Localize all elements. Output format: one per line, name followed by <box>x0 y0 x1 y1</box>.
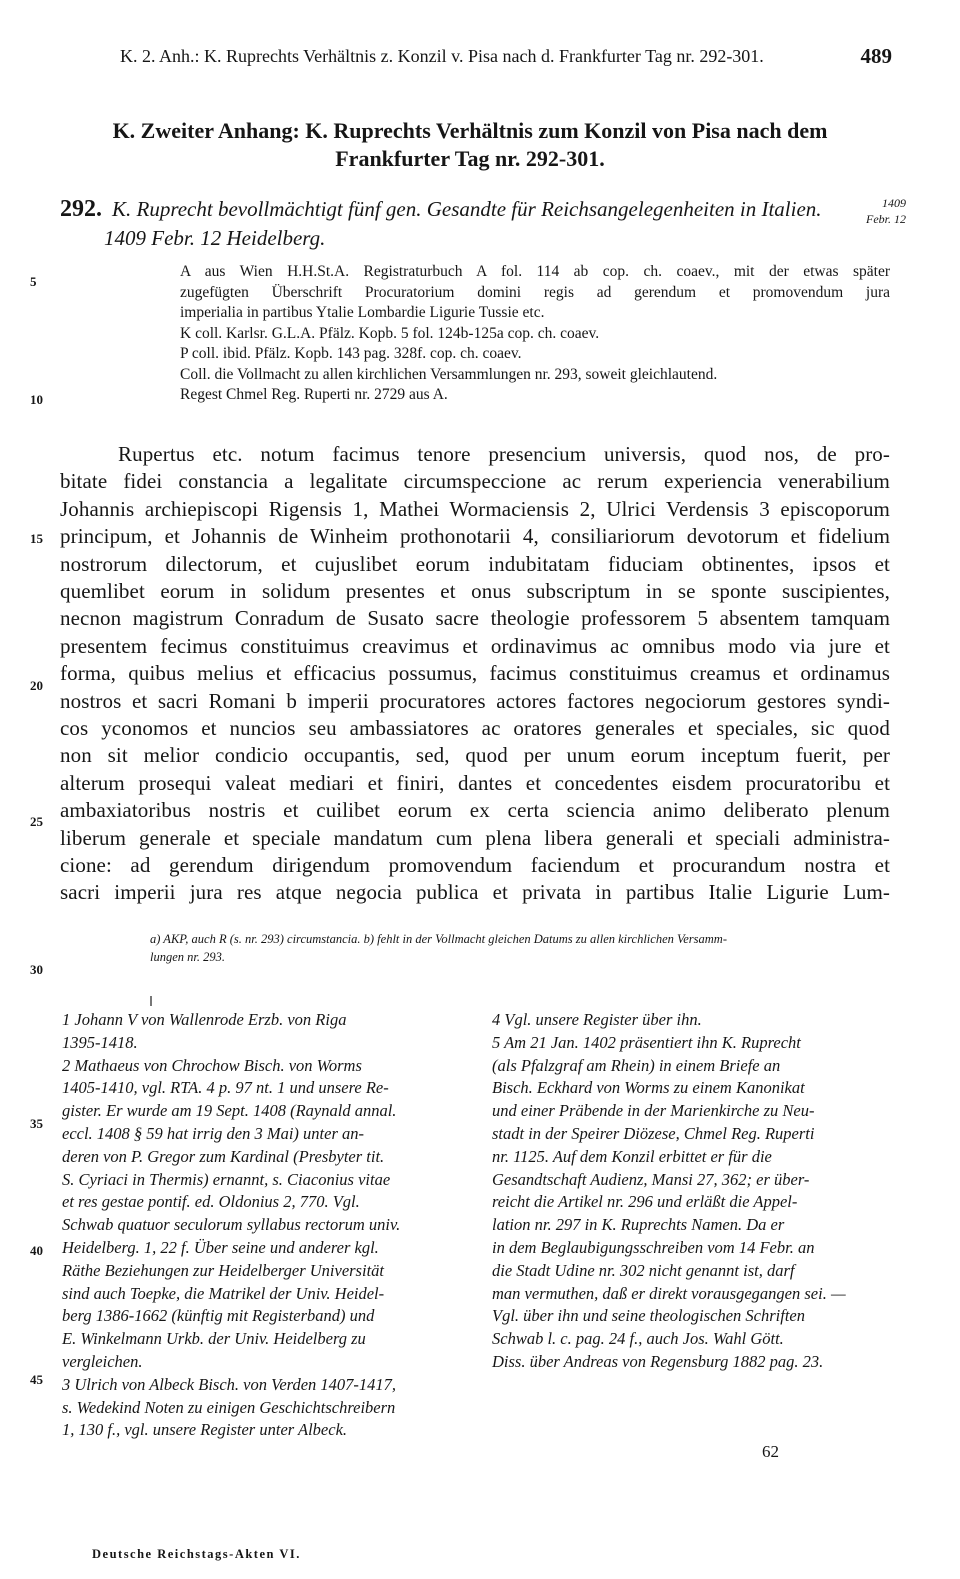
line-number: 15 <box>30 531 43 546</box>
source-line: zugefügten Überschrift Procuratorium domini regis ad gerendum et promovendum jura <box>180 283 890 301</box>
footnote-line: 1, 130 f., vgl. unsere Register unter Albeck. <box>62 1420 348 1440</box>
source-line: Coll. die Vollmacht zu allen kirchlichen Versammlungen nr. 293, soweit gleichlautend. <box>180 365 718 383</box>
line-number: 35 <box>30 1116 43 1131</box>
footnote-line: berg 1386-1662 (künftig mit Registerband) und <box>62 1306 375 1326</box>
line-number: 40 <box>30 1243 43 1258</box>
source-line: A aus Wien H.H.St.A. Registraturbuch A fol. 114 ab cop. ch. coaev., mit der etwas später <box>180 263 890 280</box>
apparatus-line: a) AKP, auch R (s. nr. 293) circumstancia. b) fehlt in der Vollmacht gleichen Datums zu allen kirchlichen Versamm- <box>150 932 727 946</box>
footnote-line: Diss. über Andreas von Regensburg 1882 pag. 23. <box>492 1352 824 1371</box>
footnote-line: 5 Am 21 Jan. 1402 präsentiert ihn K. Ruprecht <box>492 1032 801 1052</box>
footnote-line: stadt in der Speirer Diözese, Chmel Reg. Ruperti <box>492 1124 815 1143</box>
footnote-line: vergleichen. <box>62 1352 143 1371</box>
document-heading-text: K. Ruprecht bevollmächtigt fünf gen. Gesandte für Reichsangelegenheiten in Italien. <box>112 197 822 221</box>
text-line: quemlibet eorum in solidum presentes et onus subscriptum in se sponte suscipientes, <box>60 579 890 603</box>
footnote-line: nr. 1125. Auf dem Konzil erbittet er für die <box>492 1146 772 1166</box>
text-line: Johannis archiepiscopi Rigensis 1, Mathei Wormaciensis 2, Ulrici Verdensis 3 episcoporum <box>60 496 890 521</box>
margin-day: Febr. 12 <box>866 212 906 226</box>
section-title-line-1: K. Zweiter Anhang: K. Ruprechts Verhältnis zum Konzil von Pisa nach dem <box>112 118 828 143</box>
text-line: forma, quibus melius et efficacius possumus, facimus constituimus creamus et ordinamus <box>60 661 890 686</box>
text-line: liberum generale et speciale mandatum cum plena libera generali et speciali administra- <box>60 825 890 850</box>
text-line: non sit melior condicio occupantis, sed, quod per unum eorum inceptum fuerit, per <box>60 743 890 768</box>
footnote-line: (als Pfalzgraf am Rhein) in einem Briefe an <box>492 1055 781 1075</box>
sheet-number: 62 <box>762 1442 779 1461</box>
running-title: K. 2. Anh.: K. Ruprechts Verhältnis z. Konzil v. Pisa nach d. Frankfurter Tag nr. 292-301. <box>120 46 764 66</box>
footnote-line: s. Wedekind Noten zu einigen Geschichtschreibern <box>62 1397 396 1417</box>
footnote-line: Schwab l. c. pag. 24 f., auch Jos. Wahl Gött. <box>492 1329 784 1349</box>
text-line: principum, et Johannis de Winheim prothonotarii 4, consiliariorum devotorum et fidelium <box>60 524 890 549</box>
footnote-line: eccl. 1408 § 59 hat irrig den 3 Mai) unter an- <box>62 1124 364 1143</box>
text-line: alterum prosequi valeat mediari et finiri, dantes et concedentes eisdem procuratoribu et <box>60 770 890 795</box>
footnote-line: Schwab quatuor seculorum syllabus rectorum univ. <box>62 1215 401 1235</box>
signature-line: Deutsche Reichstags-Akten VI. <box>92 1547 301 1561</box>
footnote-line: Räthe Beziehungen zur Heidelberger Universität <box>62 1260 384 1280</box>
footnote-line: et res gestae pontif. ed. Oldonius 2, 770. Vgl. <box>62 1192 360 1212</box>
document-date-place: 1409 Febr. 12 Heidelberg. <box>104 226 326 250</box>
line-number: 25 <box>30 814 43 829</box>
line-number: 45 <box>30 1372 43 1387</box>
text-line: necnon magistrum Conradum de Susato sacre theologie professorem 5 absentem tamquam <box>60 606 890 631</box>
text-line: sacri imperii jura res atque negocia publica et privata in partibus Italie Ligurie Lum- <box>60 880 890 905</box>
footnote-line: sind auch Toepke, die Matrikel der Univ. Heidel- <box>62 1283 385 1303</box>
source-line: P coll. ibid. Pfälz. Kopb. 143 pag. 328f. cop. ch. coaev. <box>180 345 522 362</box>
source-line: K coll. Karlsr. G.L.A. Pfälz. Kopb. 5 fol. 124b-125a cop. ch. coaev. <box>180 324 600 342</box>
section-title-line-2: Frankfurter Tag nr. 292-301. <box>335 146 605 171</box>
footnote-line: Heidelberg. 1, 22 f. Über seine und anderer kgl. <box>62 1238 379 1257</box>
footnote-divider-mark <box>150 996 152 1006</box>
footnote-line: lation nr. 297 in K. Ruprechts Namen. Da er <box>492 1215 785 1235</box>
line-number: 20 <box>30 678 43 693</box>
footnote-line: deren von P. Gregor zum Kardinal (Presbyter tit. <box>62 1146 385 1166</box>
footnote-line: S. Cyriaci in Thermis) ernannt, s. Ciaconius vitae <box>62 1169 391 1189</box>
footnote-line: 4 Vgl. unsere Register über ihn. <box>492 1010 702 1029</box>
footnote-line: 3 Ulrich von Albeck Bisch. von Verden 1407-1417, <box>62 1374 397 1394</box>
document-heading <box>60 196 822 223</box>
footnote-line: in dem Beglaubigungsschreiben vom 14 Febr. an <box>492 1238 815 1257</box>
source-line: imperialia in partibus Ytalie Lombardie Ligurie Tussie etc. <box>180 304 545 321</box>
text-line: cos yconomos et nuncios seu ambassiatores ac oratores generales et speciales, sic quod <box>60 716 890 740</box>
footnote-line: E. Winkelmann Urkb. der Univ. Heidelberg zu <box>62 1329 366 1349</box>
footnote-line: man vermuthen, daß er direkt vorausgegangen sei. — <box>492 1283 846 1303</box>
footnote-line: 2 Mathaeus von Chrochow Bisch. von Worms <box>62 1055 362 1075</box>
text-line: cione: ad gerendum dirigendum promovendum faciendum et procurandum nostra et <box>60 853 890 877</box>
footnote-line: 1 Johann V von Wallenrode Erzb. von Riga <box>62 1010 347 1029</box>
text-line: nostros et sacri Romani b imperii procuratores actores factores negociorum gestores syndi- <box>60 688 890 713</box>
footnote-line: 1395-1418. <box>62 1032 138 1052</box>
line-number: 5 <box>30 274 37 289</box>
footnote-line: Bisch. Eckhard von Worms zu einem Kanonikat <box>492 1078 805 1098</box>
footnote-line: die Stadt Udine nr. 302 nicht genannt ist, darf <box>492 1260 795 1280</box>
footnote-line: 1405-1410, vgl. RTA. 4 p. 97 nt. 1 und unsere Re- <box>62 1078 389 1098</box>
text-line: presentem fecimus constituimus creavimus et ordinavimus ac omnibus modo via jure et <box>60 633 890 658</box>
page-number: 489 <box>860 44 892 68</box>
footnote-line: gister. Er wurde am 19 Sept. 1408 (Raynald annal. <box>62 1101 397 1121</box>
footnote-line: und einer Präbende in der Marienkirche zu Neu- <box>492 1101 815 1121</box>
text-line: bitate fidei constancia a legalitate circumspeccione ac rerum experiencia venerabilium <box>60 469 890 494</box>
document-number: 292. <box>60 196 102 222</box>
apparatus-line: lungen nr. 293. <box>150 950 225 964</box>
margin-year: 1409 <box>882 196 906 210</box>
footnote-line: reicht die Artikel nr. 296 und erläßt die Appel- <box>492 1192 798 1212</box>
source-line: Regest Chmel Reg. Ruperti nr. 2729 aus A. <box>180 386 448 403</box>
footnote-line: Vgl. über ihn und seine theologischen Schriften <box>492 1306 805 1326</box>
text-line: ambaxiatoribus nostris et cuilibet eorum ex certa sciencia animo deliberato plenum <box>60 798 890 823</box>
running-header <box>120 46 892 67</box>
line-number: 30 <box>30 962 43 977</box>
footnote-line: Gesandtschaft Audienz, Mansi 27, 362; er über- <box>492 1169 810 1189</box>
text-line: nostrorum dilectorum, et cujuslibet eorum indubitatam fiduciam obtinentes, ipsos et <box>60 551 890 576</box>
text-line: Rupertus etc. notum facimus tenore presencium universis, quod nos, de pro- <box>118 442 890 466</box>
line-number: 10 <box>30 392 43 407</box>
